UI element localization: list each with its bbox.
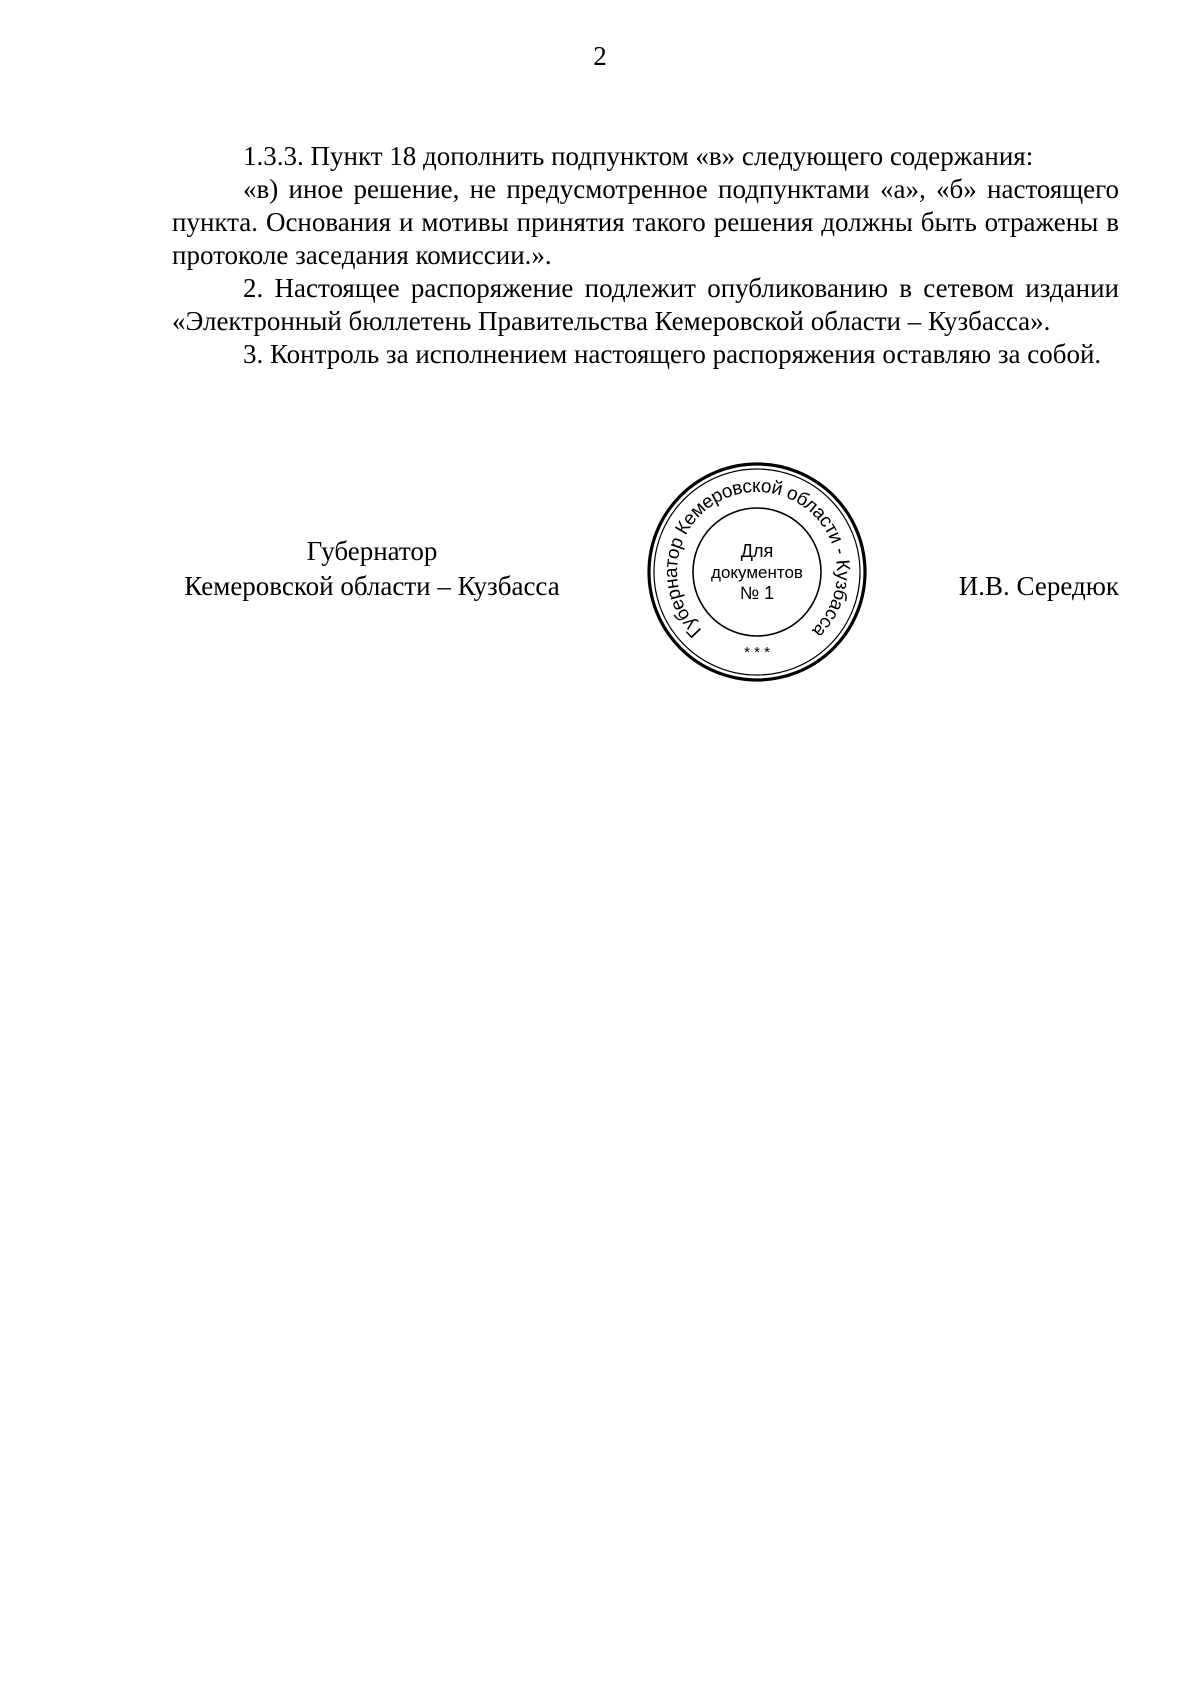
stamp-bottom-stars: * * *	[744, 644, 770, 661]
paragraph-1-3-3: 1.3.3. Пункт 18 дополнить подпунктом «в» следующего содержания:	[243, 141, 1034, 171]
stamp-center-line-2: документов	[711, 563, 803, 582]
stamp-center-line-1: Для	[740, 541, 774, 561]
stamp-svg	[644, 459, 870, 685]
paragraph-3-control: 3. Контроль за исполнением настоящего распоряжения оставляю за собой.	[243, 339, 1102, 369]
signatory-name: И.В. Середюк	[958, 571, 1119, 601]
page-number: 2	[593, 41, 607, 71]
signature-region: Кемеровской области – Кузбасса	[184, 571, 560, 601]
signature-position: Губернатор	[306, 536, 438, 566]
document-body	[172, 140, 1119, 371]
signature-title	[172, 534, 572, 604]
paragraph-subpoint-v: «в) иное решение, не предусмотренное подпунктами «а», «б» настоящего пункта. Основания и мотивы принятия такого решения должны быть отражены в протоколе заседания комиссии.».	[172, 174, 1119, 270]
stamp-ring-textpath: Губернатор Кемеровской области - Кузбасса	[660, 475, 854, 642]
paragraph-2-publication: 2. Настоящее распоряжение подлежит опубликованию в сетевом издании «Электронный бюллетень Правительства Кемеровской области – Кузбасса».	[172, 273, 1119, 336]
official-seal-stamp	[644, 459, 870, 685]
stamp-center-line-3: № 1	[739, 583, 775, 603]
